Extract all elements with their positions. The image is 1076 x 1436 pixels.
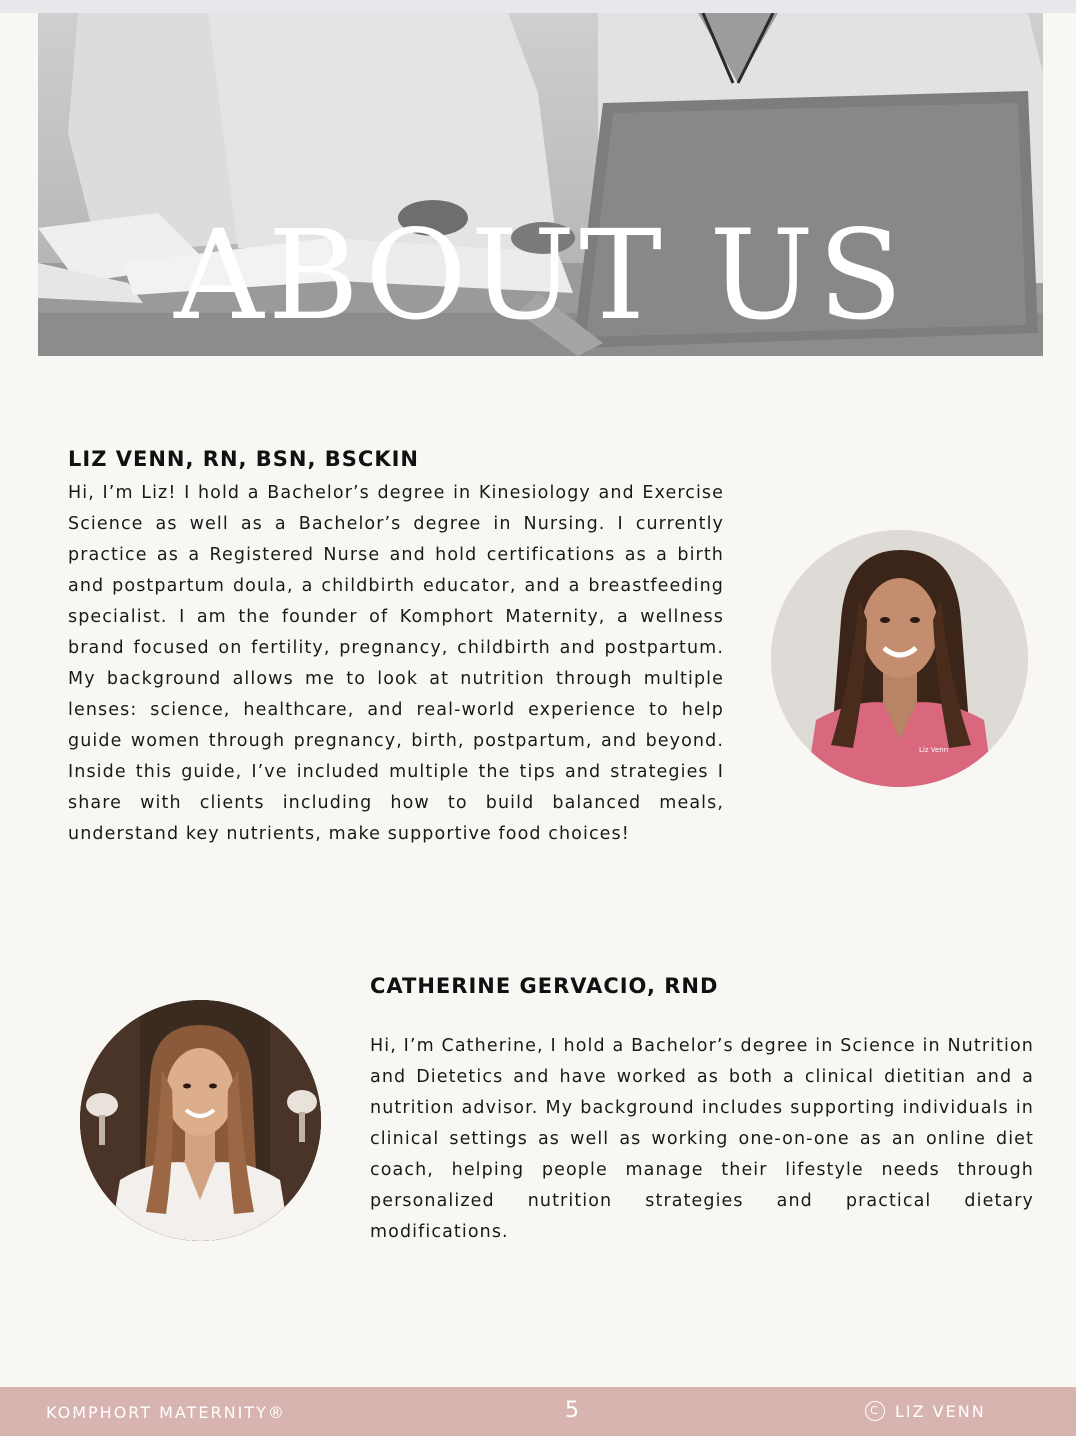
profile-name-liz: LIZ VENN, RN, BSN, BSCKIN (68, 447, 420, 471)
profile-bio-liz: Hi, I’m Liz! I hold a Bachelor’s degree in Kinesiology and Exercise Science as well as a Bachelor’s degree in Nursing. I currently practice as a Registered Nurse and hold certifications as a birth and postpartum doula, a childbirth educator, and a breastfeeding specialist. I am the founder of Komphort Maternity, a wellness brand focused on fertility, pregnancy, childbirth and postpartum. My background allows me to look at nutrition through multiple lenses: science, healthcare, and real-world experience to help guide women through pregnancy, birth, postpartum, and beyond. Inside this guide, I’ve included multiple the tips and strategies I share with clients including how to build balanced meals, understand key nutrients, make supportive food choices! (68, 483, 724, 844)
page-title: ABOUT US (174, 204, 907, 349)
profile-name-catherine: CATHERINE GERVACIO, RND (370, 974, 719, 998)
footer-copyright (865, 1401, 986, 1421)
portrait-liz-venn (771, 530, 1028, 787)
footer-brand: KOMPHORT MATERNITY® (46, 1403, 286, 1422)
hero-banner (38, 13, 1043, 356)
page-footer (0, 1387, 1076, 1436)
scrub-embroidery: Liz Venn (919, 746, 949, 754)
footer-copyright-text: LIZ VENN (895, 1401, 986, 1421)
top-strip (0, 0, 1076, 13)
copyright-icon: C (865, 1401, 885, 1421)
portrait-catherine-gervacio (80, 1000, 321, 1241)
profile-bio-catherine: Hi, I’m Catherine, I hold a Bachelor’s degree in Science in Nutrition and Dietetics and have worked as both a clinical dietitian and a nutrition advisor. My background includes supporting individuals in clinical settings as well as working one-on-one as an online diet coach, helping people manage their lifestyle needs through personalized nutrition strategies and practical dietary modifications. (370, 1036, 1034, 1242)
page-number: 5 (565, 1398, 579, 1423)
